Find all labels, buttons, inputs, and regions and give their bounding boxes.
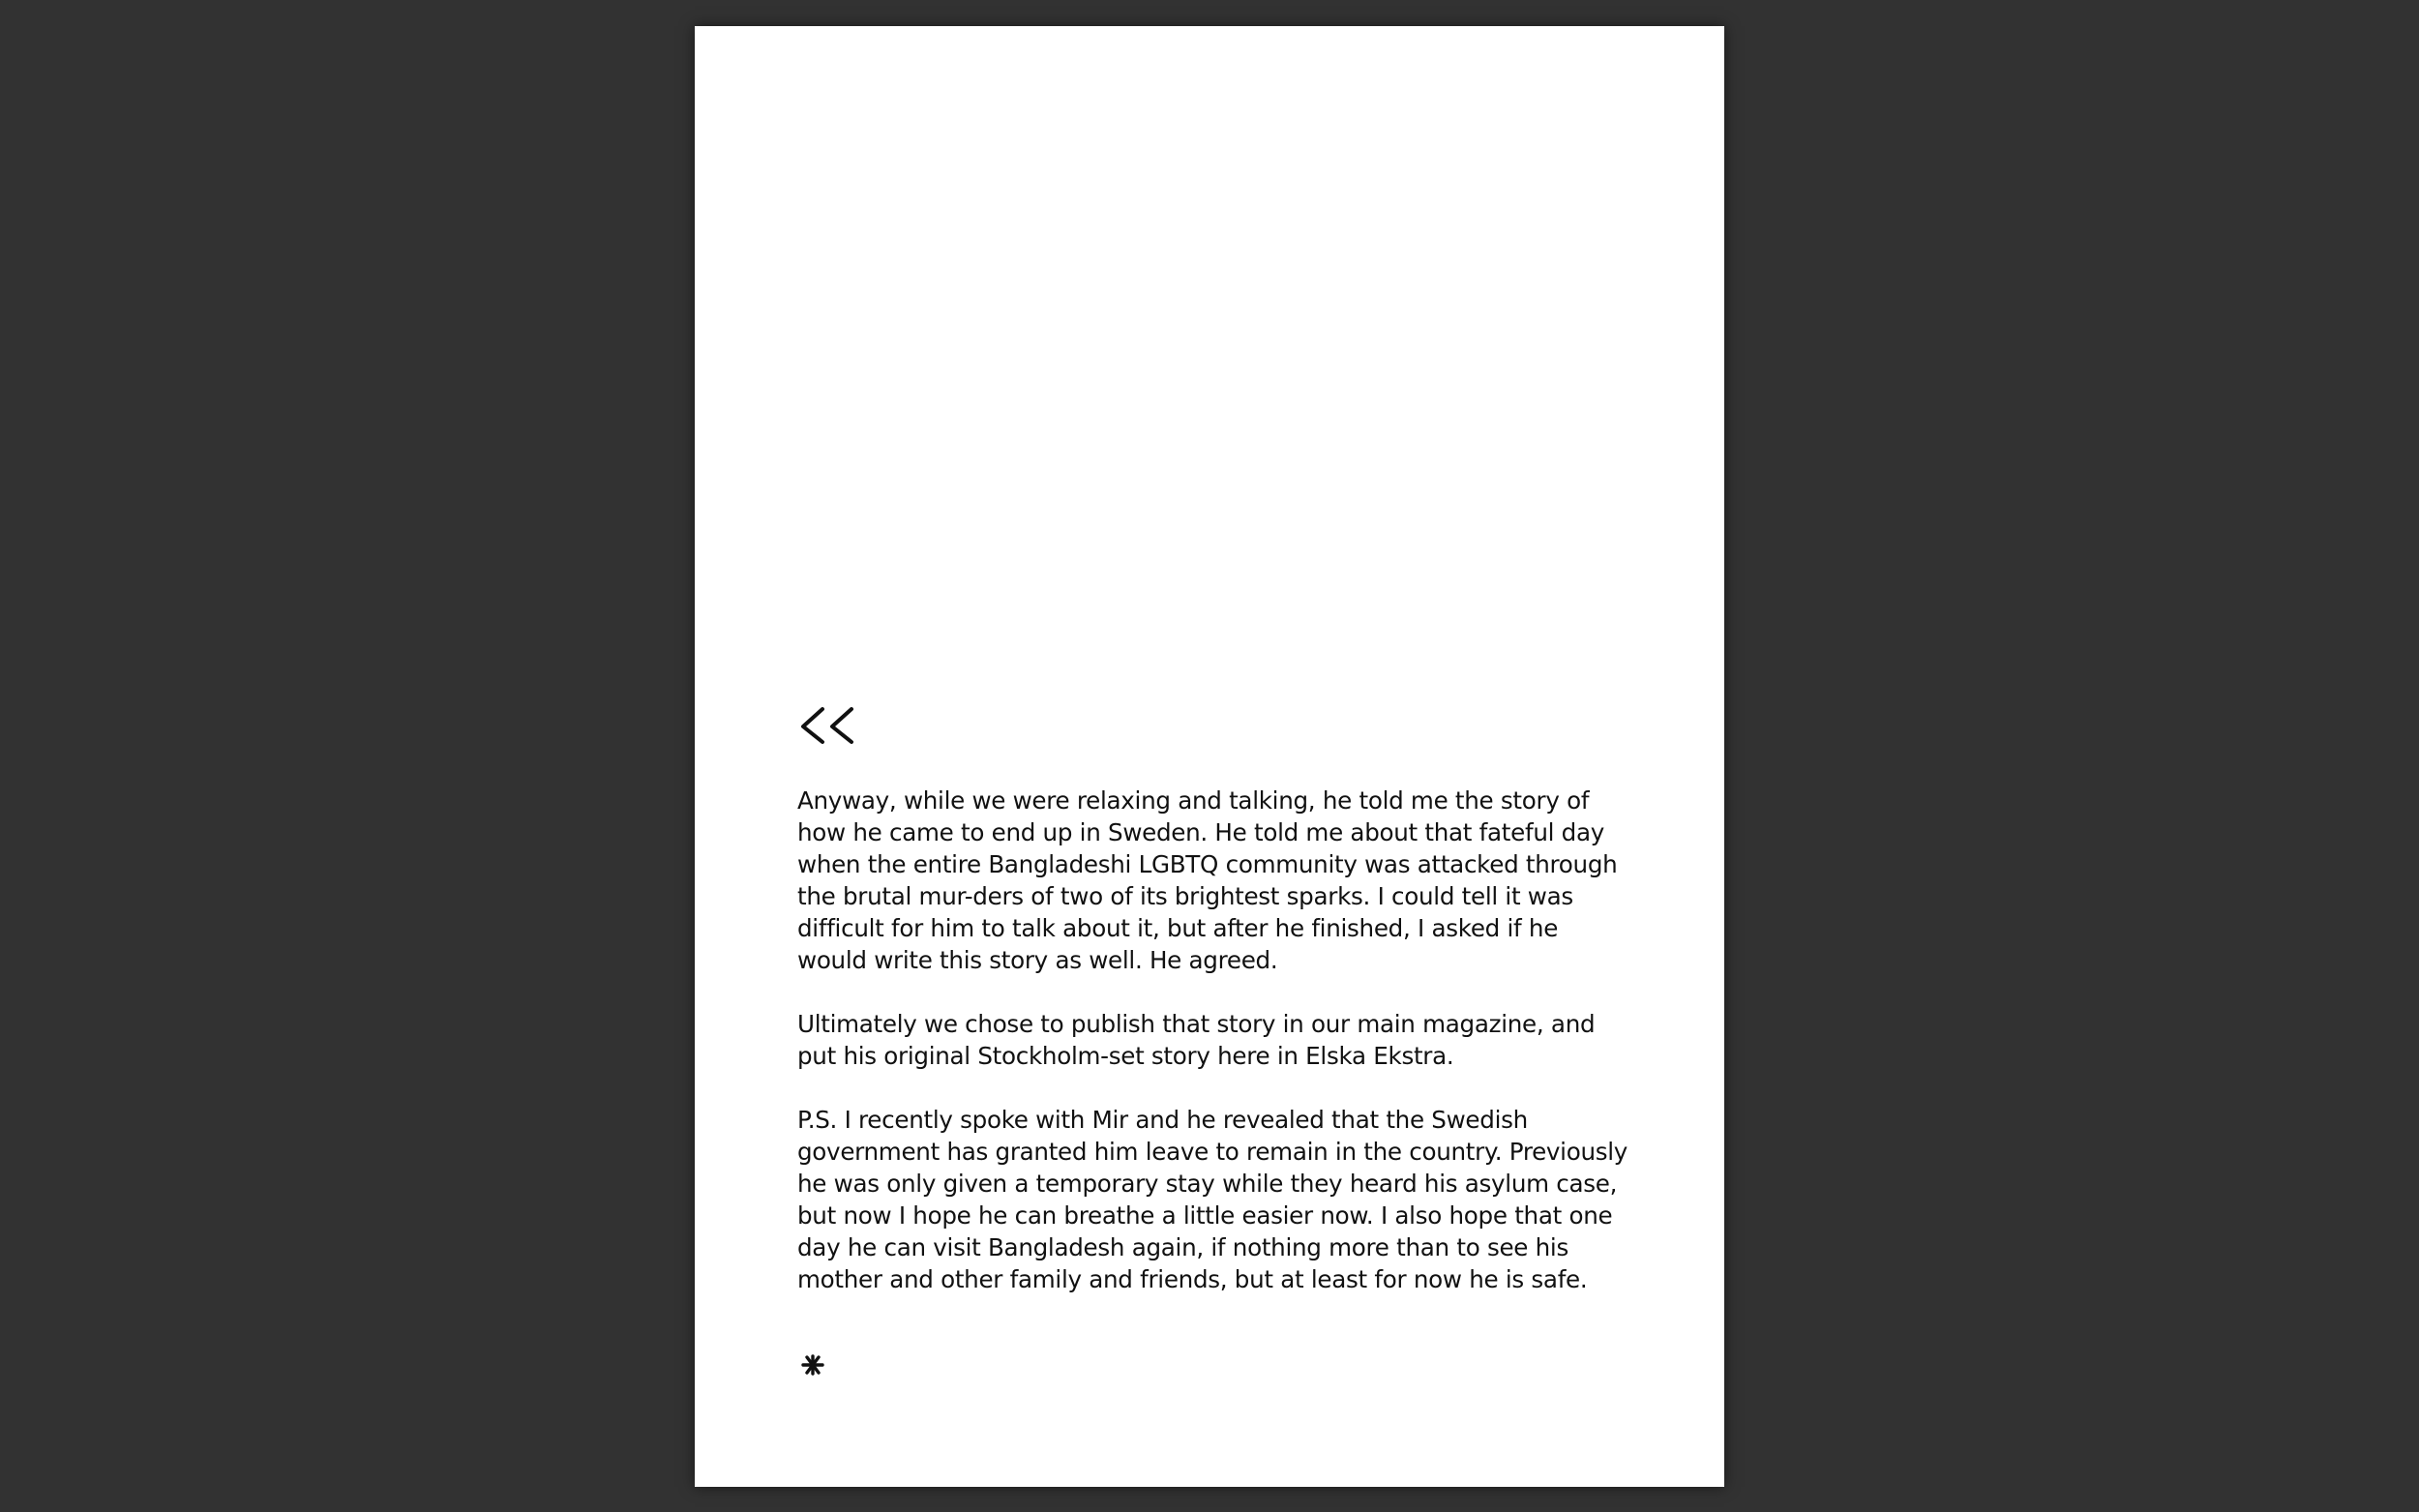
- paragraph-3: P.S. I recently spoke with Mir and he revealed that the Swedish government has granted him leave to remain in the country. Previously he was only given a temporary stay while they heard his asylum case, but now I hope he can breathe a little easier now. I also hope that one day he can visit Bangladesh again, if nothing more than to see his mother and other family and friends, but at least for now he is safe.: [797, 1106, 1628, 1293]
- article-body: [797, 785, 1629, 1327]
- document-page: [695, 26, 1724, 1487]
- paragraph-2: Ultimately we chose to publish that story in our main magazine, and put his original Stockholm-set story here in Elska Ekstra.: [797, 1010, 1596, 1070]
- left-double-angle-quote-icon: [799, 703, 857, 754]
- asterisk-end-mark-icon: [799, 1351, 826, 1379]
- paragraph-1: Anyway, while we were relaxing and talking, he told me the story of how he came to end up in Sweden. He told me about that fateful day when the entire Bangladeshi LGBTQ community was attacked through the brutal mur-ders of two of its brightest sparks. I could tell it was difficult for him to talk about it, but after he finished, I asked if he would write this story as well. He agreed.: [797, 786, 1618, 974]
